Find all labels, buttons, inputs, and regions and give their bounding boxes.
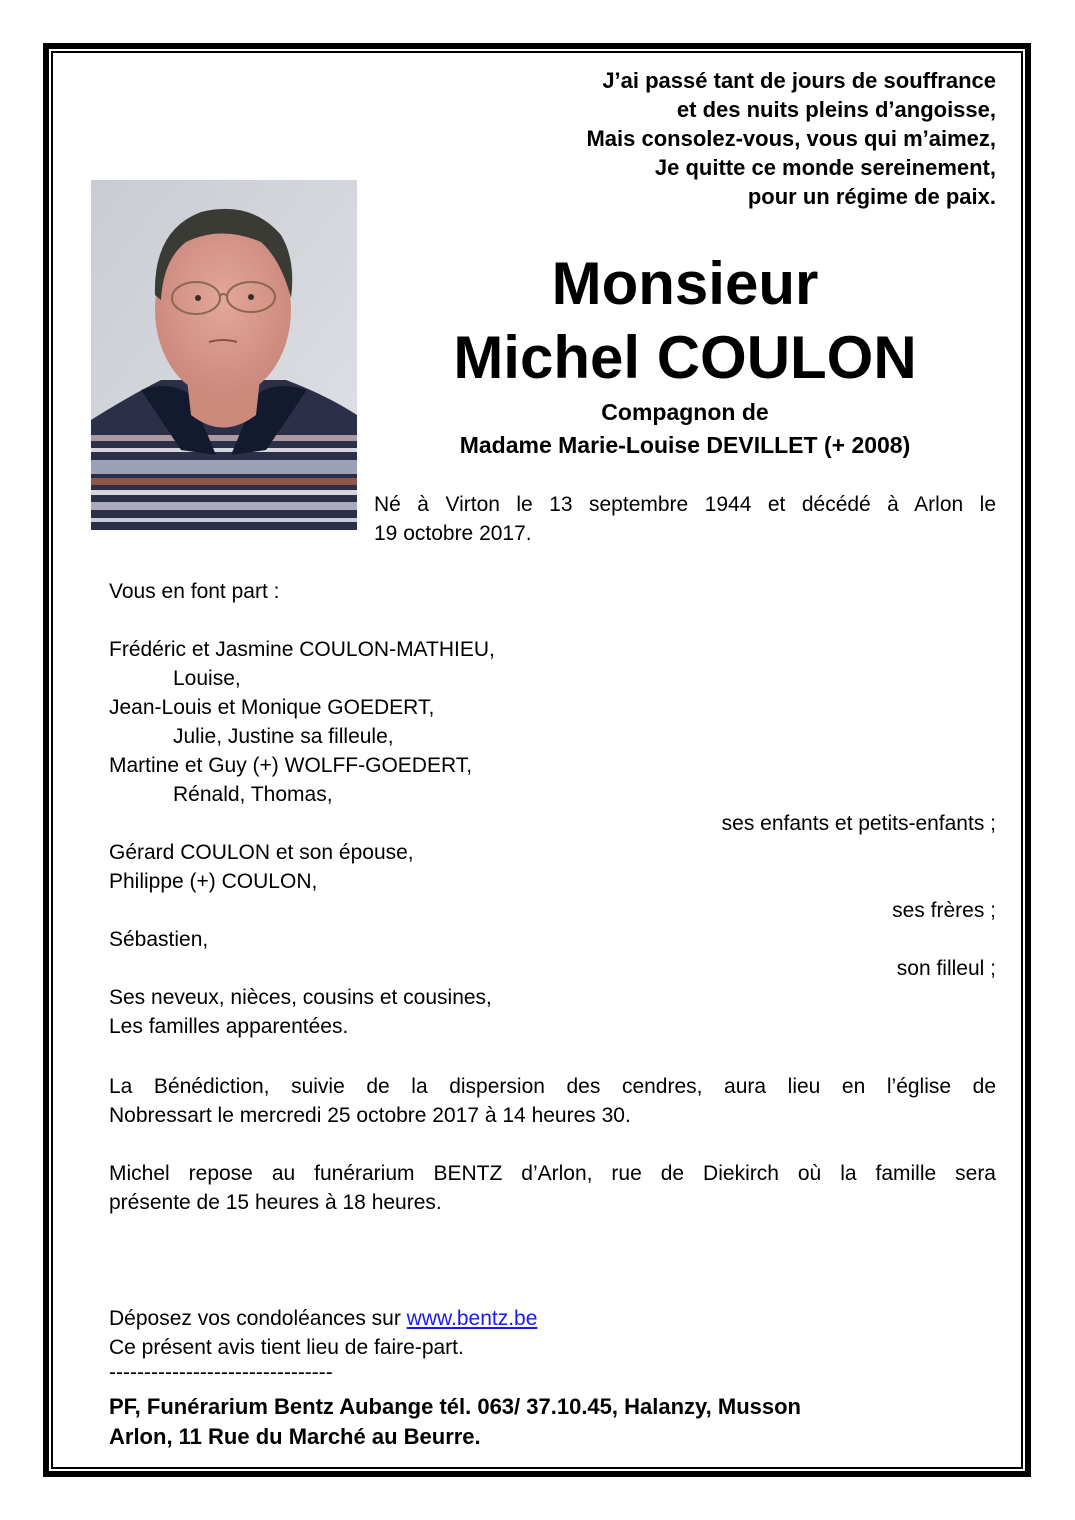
family-line: Martine et Guy (+) WOLFF-GOEDERT, — [109, 754, 473, 777]
children-label: ses enfants et petits-enfants ; — [721, 812, 996, 835]
brothers-label: ses frères ; — [892, 899, 996, 922]
condolences-line — [109, 1304, 996, 1333]
family-line: Jean-Louis et Monique GOEDERT, — [109, 696, 435, 719]
family-line: Julie, Justine sa filleule, — [173, 725, 394, 748]
relation-label: Compagnon de — [601, 399, 769, 425]
family-line: Rénald, Thomas, — [173, 783, 333, 806]
family-line: Sébastien, — [109, 928, 209, 951]
family-line: Gérard COULON et son épouse, — [109, 841, 414, 864]
family-line: Ses neveux, nièces, cousins et cousines, — [109, 986, 492, 1009]
funeral-home-footer — [109, 1392, 996, 1452]
condolences-section — [109, 1304, 996, 1386]
separator-line: -------------------------------- — [109, 1361, 333, 1384]
deceased-name: Michel COULON — [453, 324, 917, 391]
footer-line2: Arlon, 11 Rue du Marché au Beurre. — [109, 1424, 481, 1449]
condolences-prefix: Déposez vos condoléances sur — [109, 1307, 407, 1330]
ceremony-line2: Nobressart le mercredi 25 octobre 2017 à 14 heures 30. — [109, 1104, 631, 1127]
poem-line: Je quitte ce monde sereinement, — [654, 155, 996, 180]
poem-line: Mais consolez-vous, vous qui m’aimez, — [586, 126, 996, 151]
ceremony-line1: La Bénédiction, suivie de la dispersion des cendres, aura lieu en l’église de — [109, 1075, 996, 1098]
family-line: Louise, — [173, 667, 241, 690]
birth-death-info — [374, 490, 996, 548]
partner-name: Madame Marie-Louise DEVILLET (+ 2008) — [459, 432, 911, 458]
condolences-link[interactable]: www.bentz.be — [406, 1307, 538, 1330]
birth-death-line2: 19 octobre 2017. — [374, 522, 532, 545]
honorific: Monsieur — [551, 250, 819, 317]
poem-line: et des nuits pleins d’angoisse, — [676, 97, 996, 122]
poem — [586, 66, 996, 211]
footer-line1: PF, Funérarium Bentz Aubange tél. 063/ 37.10.45, Halanzy, Musson — [109, 1394, 801, 1419]
rest-info — [109, 1159, 996, 1217]
ceremony-info — [109, 1072, 996, 1130]
portrait-photo — [91, 180, 357, 530]
faire-part-note: Ce présent avis tient lieu de faire-part. — [109, 1336, 464, 1359]
poem-line: pour un régime de paix. — [747, 184, 996, 209]
portrait-image — [91, 180, 357, 530]
intro-text: Vous en font part : — [109, 580, 280, 603]
announcement-list — [109, 577, 996, 1041]
birth-death-line1: Né à Virton le 13 septembre 1944 et décédé à Arlon le — [374, 493, 996, 516]
rest-line2: présente de 15 heures à 18 heures. — [109, 1191, 442, 1214]
family-line: Les familles apparentées. — [109, 1015, 349, 1038]
family-line: Philippe (+) COULON, — [109, 870, 318, 893]
godson-label: son filleul ; — [896, 957, 996, 980]
poem-line: J’ai passé tant de jours de souffrance — [602, 68, 996, 93]
rest-line1: Michel repose au funérarium BENTZ d’Arlon, rue de Diekirch où la famille sera — [109, 1162, 996, 1185]
family-line: Frédéric et Jasmine COULON-MATHIEU, — [109, 638, 495, 661]
